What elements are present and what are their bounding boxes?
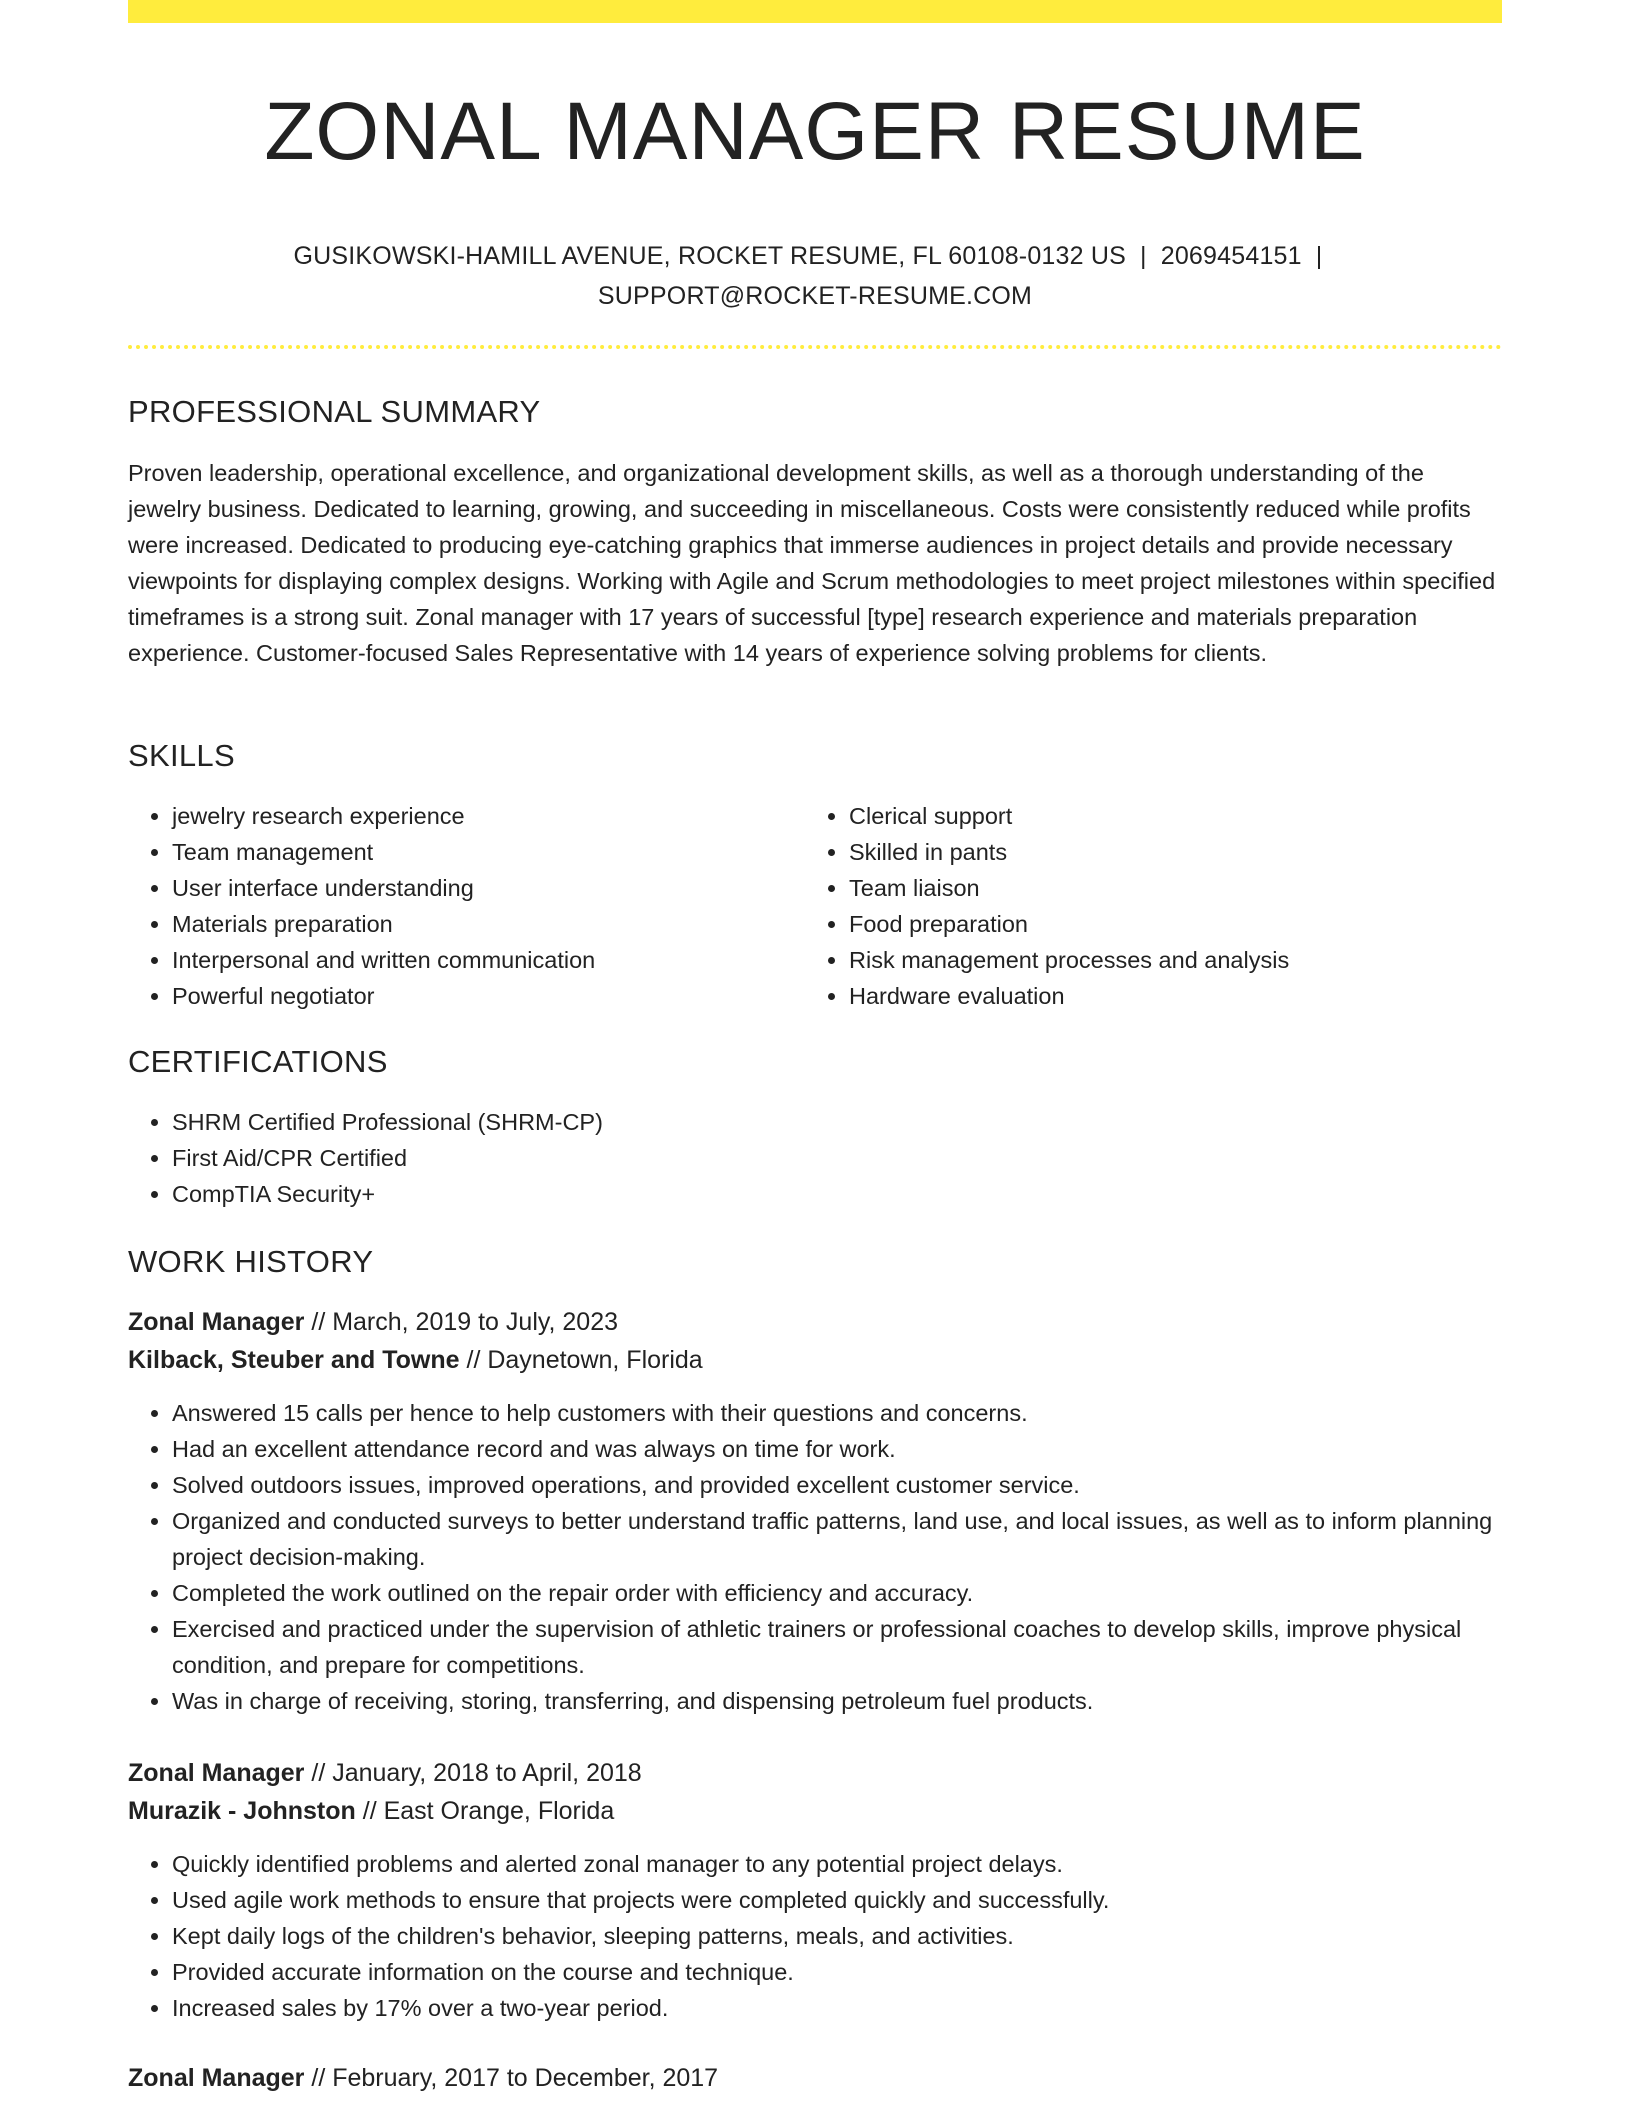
contact-line-1: [128, 236, 1502, 276]
accent-top-bar: [128, 0, 1502, 23]
summary-text: Proven leadership, operational excellence, and organizational development skills, as well as a thorough understanding of the jewelry business. Dedicated to learning, growing, and succeeding in miscellaneous. Costs were consistently reduced while profits were increased. Dedicated to producing eye-catching graphics that immerse audiences in project details and provide necessary viewpoints for displaying complex designs. Working with Agile and Scrum methodologies to meet project milestones within specified timeframes is a strong suit. Zonal manager with 17 years of successful [type] research experience and materials preparation experience. Customer-focused Sales Representative with 14 years of experience solving problems for clients.: [128, 460, 1496, 666]
skill-item: • jewelry research experience: [172, 798, 805, 834]
job-title-line: [128, 2059, 1502, 2097]
skill-item: • Interpersonal and written communication: [172, 942, 805, 978]
job-company: Kilback, Steuber and Towne: [128, 1346, 460, 1374]
job-title-line: [128, 1303, 1502, 1341]
job-company-line: [128, 1341, 1502, 1379]
skill-item: • Hardware evaluation: [849, 978, 1482, 1014]
skill-item: • Team liaison: [849, 870, 1482, 906]
contact-email: SUPPORT@ROCKET-RESUME.COM: [597, 282, 1033, 310]
contact-info: [128, 236, 1502, 316]
job-bullet: • Organized and conducted surveys to better understand traffic patterns, land use, and local issues, as well as to inform planning project decision-making.: [172, 1503, 1502, 1575]
job-bullet: • Completed the work outlined on the repair order with efficiency and accuracy.: [172, 1575, 1502, 1611]
skill-item: • Materials preparation: [172, 906, 805, 942]
job-bullet: • Used agile work methods to ensure that projects were completed quickly and successfully.: [172, 1882, 1502, 1918]
certification-item: • SHRM Certified Professional (SHRM-CP): [172, 1104, 1546, 1140]
skill-item: • Risk management processes and analysis: [849, 942, 1482, 978]
job-bullet: • Had an excellent attendance record and was always on time for work.: [172, 1431, 1502, 1467]
skills-heading: SKILLS: [128, 738, 235, 773]
contact-separator: |: [1140, 242, 1147, 270]
job-title: Zonal Manager: [128, 1759, 305, 1787]
job-dates: // January, 2018 to April, 2018: [304, 1759, 642, 1787]
job-company-line: [128, 1792, 1502, 1830]
job-bullet: • Answered 15 calls per hence to help customers with their questions and concerns.: [172, 1395, 1502, 1431]
job-bullet: • Was in charge of receiving, storing, transferring, and dispensing petroleum fuel products.: [172, 1683, 1502, 1719]
work-history-heading: WORK HISTORY: [128, 1244, 374, 1279]
certification-item: • CompTIA Security+: [172, 1176, 1546, 1212]
summary-heading: PROFESSIONAL SUMMARY: [128, 394, 541, 429]
job-bullet: • Exercised and practiced under the supervision of athletic trainers or professional coaches to develop skills, improve physical condition, and prepare for competitions.: [172, 1611, 1502, 1683]
job-title: Zonal Manager: [128, 2064, 305, 2092]
skill-item: • Team management: [172, 834, 805, 870]
certifications-heading: CERTIFICATIONS: [128, 1044, 388, 1079]
dotted-divider: [128, 345, 1502, 349]
skill-item: • Skilled in pants: [849, 834, 1482, 870]
job-bullets: [128, 1846, 1502, 2026]
skill-item: • User interface understanding: [172, 870, 805, 906]
job-bullet: • Quickly identified problems and alerted zonal manager to any potential project delays.: [172, 1846, 1502, 1882]
job-location: // East Orange, Florida: [355, 1797, 615, 1825]
job-bullet: • Solved outdoors issues, improved operations, and provided excellent customer service.: [172, 1467, 1502, 1503]
job-company: Murazik - Johnston: [128, 1797, 356, 1825]
job-title-line: [128, 1754, 1502, 1792]
skill-item: • Food preparation: [849, 906, 1482, 942]
job-dates: // February, 2017 to December, 2017: [304, 2064, 719, 2092]
contact-address: GUSIKOWSKI-HAMILL AVENUE, ROCKET RESUME, FL 60108-0132 US: [293, 242, 1127, 270]
contact-separator: |: [1315, 242, 1323, 270]
skills-columns: [128, 798, 1502, 1014]
job-entry: [128, 1754, 1502, 2026]
certification-item: • First Aid/CPR Certified: [172, 1140, 1546, 1176]
job-entry: [128, 2059, 1502, 2097]
certifications-list: [128, 1104, 1546, 1212]
job-bullet: • Kept daily logs of the children's behavior, sleeping patterns, meals, and activities.: [172, 1918, 1502, 1954]
contact-phone: 2069454151: [1160, 242, 1302, 270]
skill-item: • Powerful negotiator: [172, 978, 805, 1014]
job-location: // Daynetown, Florida: [459, 1346, 703, 1374]
job-bullet: • Increased sales by 17% over a two-year period.: [172, 1990, 1502, 2026]
skills-list-right: [805, 798, 1482, 1014]
job-bullets: [128, 1395, 1502, 1719]
job-title: Zonal Manager: [128, 1308, 305, 1336]
job-entry: [128, 1303, 1502, 1719]
job-dates: // March, 2019 to July, 2023: [304, 1308, 619, 1336]
resume-title: ZONAL MANAGER RESUME: [264, 86, 1366, 177]
skills-list-left: [128, 798, 805, 1014]
contact-line-2: [128, 276, 1502, 316]
job-bullet: • Provided accurate information on the course and technique.: [172, 1954, 1502, 1990]
skill-item: • Clerical support: [849, 798, 1482, 834]
